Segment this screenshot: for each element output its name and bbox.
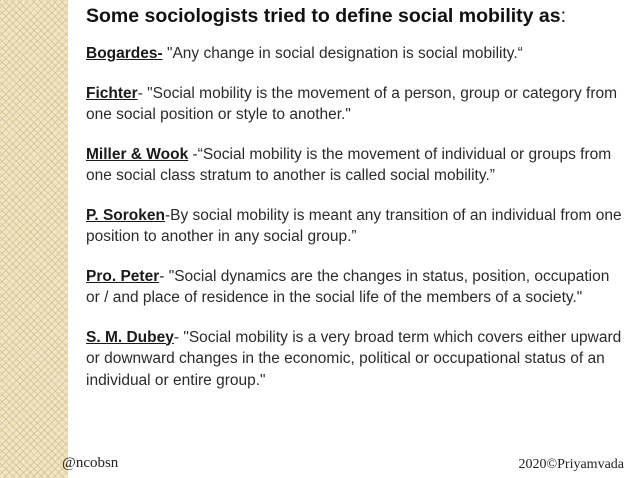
- title-text: Some sociologists tried to define social mobility as: [86, 5, 561, 27]
- footer-handle: @ncobsn: [62, 455, 119, 471]
- definition-text: - "Social mobility is a very broad term which covers either upward or downward changes in the economic, political or occupational status of an individual or entire group.": [86, 328, 622, 389]
- definition-fichter: [86, 83, 626, 126]
- author-name: P. Soroken: [86, 206, 165, 224]
- definition-soroken: [86, 205, 626, 248]
- definition-text: -“Social mobility is the movement of individual or groups from one social class stratum to another is called social mobility.”: [86, 145, 612, 184]
- author-name: Fichter: [86, 84, 138, 102]
- definition-bogardes: [86, 43, 626, 65]
- definition-text: - "Social mobility is the movement of a person, group or category from one social position or style to another.": [86, 84, 618, 123]
- definition-peter: [86, 266, 626, 309]
- slide-title: [86, 0, 626, 29]
- decorative-side-border: [0, 0, 68, 478]
- definition-dubey: [86, 327, 626, 392]
- definition-text: - "Social dynamics are the changes in status, position, occupation or / and place of residence in the social life of the members of a society.": [86, 267, 610, 306]
- definition-miller-wook: [86, 144, 626, 187]
- footer-copyright: 2020©Priyamvada: [518, 457, 624, 472]
- slide-content: [86, 0, 626, 391]
- author-name: Miller & Wook: [86, 145, 189, 163]
- author-name: Bogardes-: [86, 45, 163, 62]
- title-separator: :: [560, 5, 567, 27]
- definition-text: -By social mobility is meant any transition of an individual from one position to another in any social group.”: [86, 206, 622, 245]
- author-name: S. M. Dubey: [86, 328, 174, 346]
- definition-text: "Any change in social designation is social mobility.“: [162, 45, 523, 62]
- author-name: Pro. Peter: [86, 267, 160, 285]
